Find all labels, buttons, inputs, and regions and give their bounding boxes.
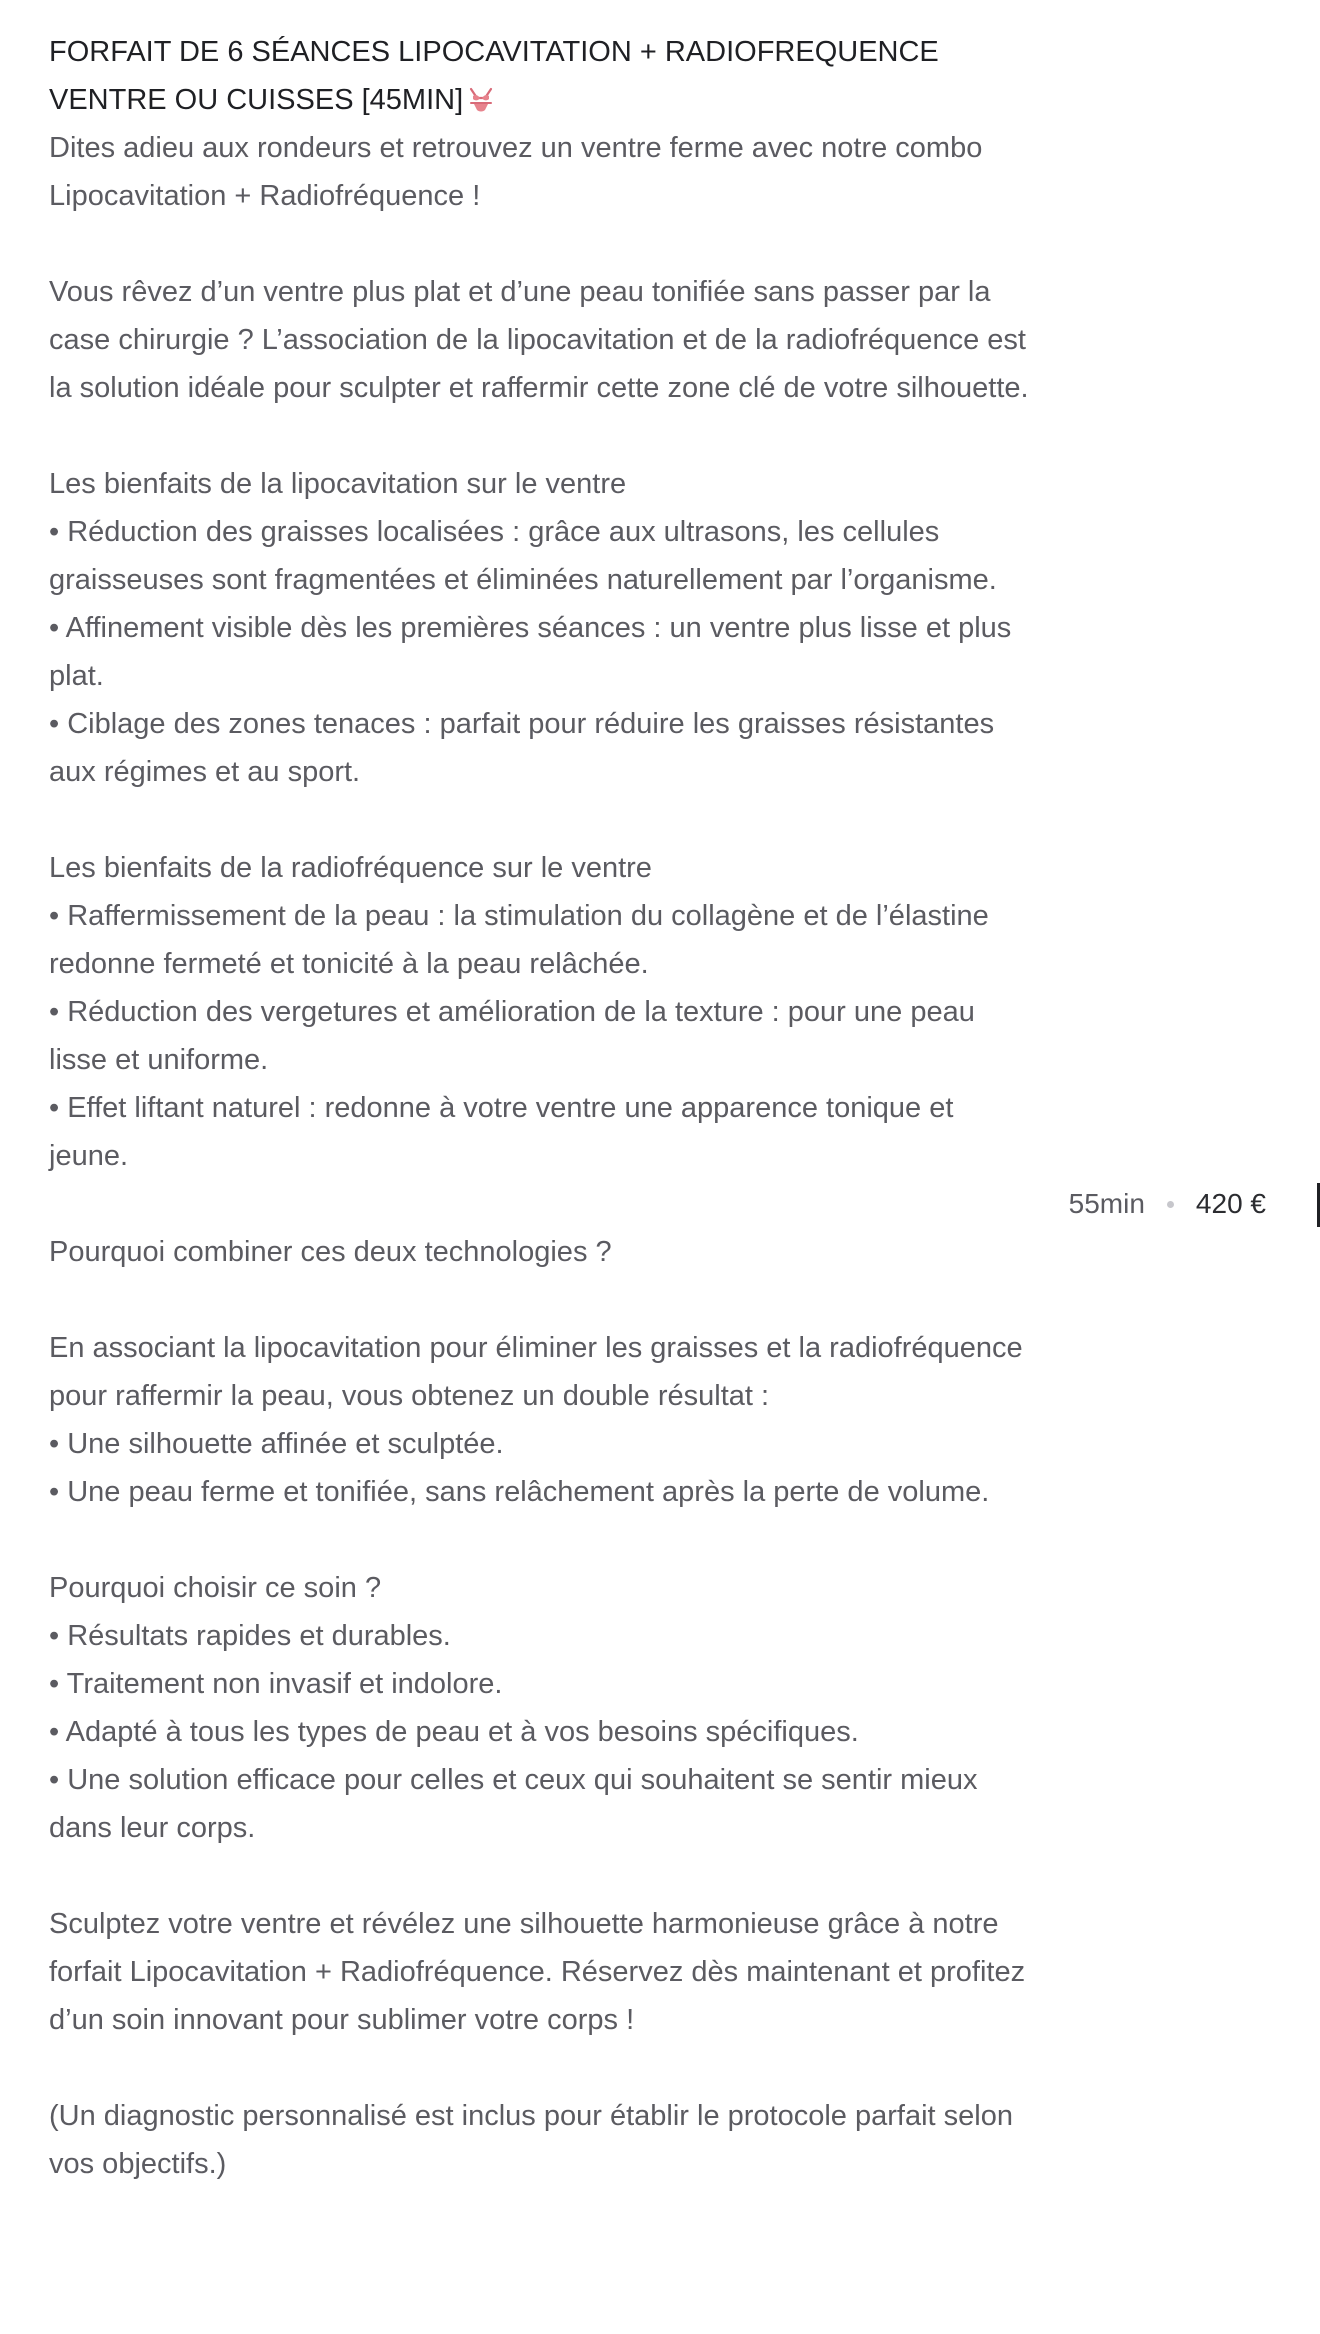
paragraph-spacer [49, 220, 1029, 268]
paragraph-spacer [49, 2044, 1029, 2092]
description-line: • Ciblage des zones tenaces : parfait pour réduire les graisses résistantes aux régimes et au sport. [49, 708, 995, 788]
description-line: • Affinement visible dès les premières séances : un ventre plus lisse et plus plat. [49, 612, 1012, 692]
service-title-text: FORFAIT DE 6 SÉANCES LIPOCAVITATION + RADIOFREQUENCE VENTRE OU CUISSES [45MIN] [49, 36, 939, 116]
description-line: En associant la lipocavitation pour éliminer les graisses et la radiofréquence pour raffermir la peau, vous obtenez un double résultat : [49, 1332, 1023, 1412]
description-line: Vous rêvez d’un ventre plus plat et d’une peau tonifiée sans passer par la case chirurgie ? L’association de la lipocavitation et de la radiofréquence est la solution idéale pour sculpter et raffermir cette zone clé de votre silhouette. [49, 276, 1029, 404]
service-duration: 55min [1068, 1188, 1145, 1219]
description-line: Les bienfaits de la lipocavitation sur le ventre [49, 468, 627, 500]
description-line: • Raffermissement de la peau : la stimulation du collagène et de l’élastine redonne fermeté et tonicité à la peau relâchée. [49, 900, 989, 980]
service-price: 420 € [1195, 1188, 1266, 1219]
description-line: • Une solution efficace pour celles et ceux qui souhaitent se sentir mieux dans leur corps. [49, 1764, 978, 1844]
paragraph-spacer [49, 1276, 1029, 1324]
description-line: Pourquoi choisir ce soin ? [49, 1572, 382, 1604]
paragraph-spacer [49, 1516, 1029, 1564]
service-title [49, 28, 1029, 124]
description-line: Pourquoi combiner ces deux technologies ? [49, 1236, 612, 1268]
description-line: • Une peau ferme et tonifiée, sans relâchement après la perte de volume. [49, 1476, 990, 1508]
service-description [49, 124, 1029, 2188]
description-line: • Réduction des vergetures et amélioration de la texture : pour une peau lisse et uniforme. [49, 996, 975, 1076]
bikini-icon [467, 81, 495, 109]
meta-separator-dot [1167, 1201, 1174, 1208]
description-line: Dites adieu aux rondeurs et retrouvez un ventre ferme avec notre combo Lipocavitation + Radiofréquence ! [49, 132, 983, 212]
description-line: Les bienfaits de la radiofréquence sur le ventre [49, 852, 652, 884]
description-line: • Résultats rapides et durables. [49, 1620, 451, 1652]
description-line: • Réduction des graisses localisées : grâce aux ultrasons, les cellules graisseuses sont fragmentées et éliminées naturellement par l’organisme. [49, 516, 997, 596]
description-line: • Effet liftant naturel : redonne à votre ventre une apparence tonique et jeune. [49, 1092, 954, 1172]
service-meta [1069, 1180, 1266, 1228]
description-line: (Un diagnostic personnalisé est inclus pour établir le protocole parfait selon vos objectifs.) [49, 2100, 1013, 2180]
paragraph-spacer [49, 412, 1029, 460]
description-line: • Une silhouette affinée et sculptée. [49, 1428, 504, 1460]
description-line: • Adapté à tous les types de peau et à vos besoins spécifiques. [49, 1716, 859, 1748]
paragraph-spacer [49, 796, 1029, 844]
description-line: Sculptez votre ventre et révélez une silhouette harmonieuse grâce à notre forfait Lipocavitation + Radiofréquence. Réservez dès maintenant et profitez d’un soin innovant pour sublimer votre corps ! [49, 1908, 1026, 2036]
description-line: • Traitement non invasif et indolore. [49, 1668, 503, 1700]
paragraph-spacer [49, 1180, 1029, 1228]
service-text [49, 28, 1029, 2188]
paragraph-spacer [49, 1852, 1029, 1900]
